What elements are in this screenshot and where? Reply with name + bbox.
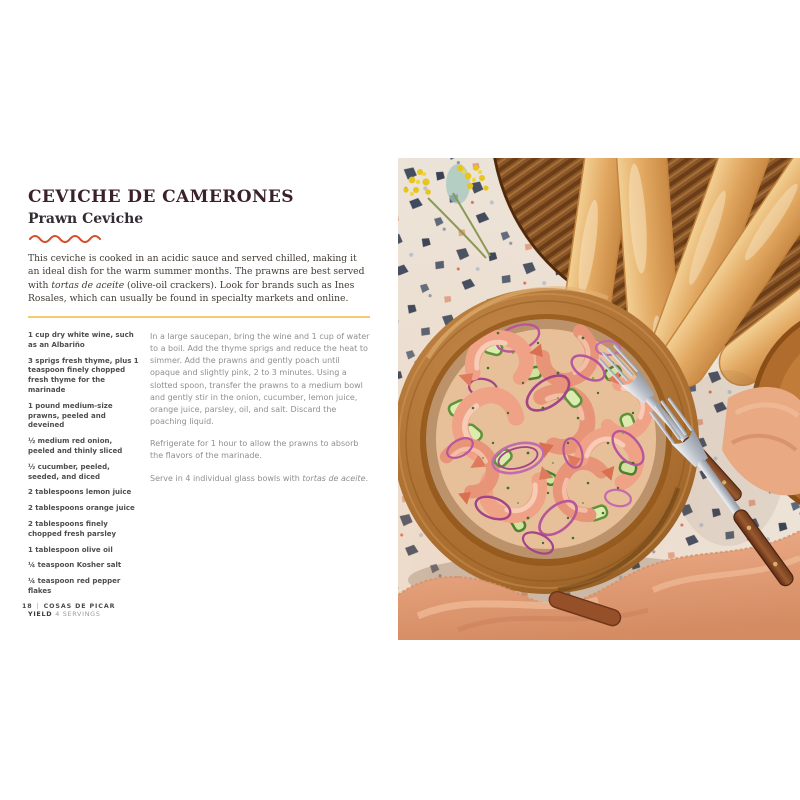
serve-text-end: . <box>365 473 369 483</box>
ingredient-item: ½ medium red onion, peeled and thinly sliced <box>28 437 123 455</box>
instruction-paragraph <box>150 473 370 485</box>
recipe-title: CEVICHE DE CAMERONES <box>28 187 294 207</box>
yield-line <box>28 610 140 618</box>
intro-text-end: (olive-oil crackers). Look for brands such as Ines Rosales, which can usually be found in specialty markets and online. <box>28 279 355 304</box>
serve-text: Serve in 4 individual glass bowls with <box>150 473 303 483</box>
ingredient-item: 2 tablespoons orange juice <box>28 504 135 513</box>
page-number: 18 <box>22 603 33 610</box>
yield-value: 4 SERVINGS <box>55 609 101 618</box>
intro-text: This ceviche is cooked in an acidic sauce and served chilled, making it an ideal dish for the warm summer months. The prawns are best served with <box>28 253 365 291</box>
squiggle-divider-icon <box>28 233 108 243</box>
recipe-intro <box>28 252 370 305</box>
serve-italic-term: tortas de aceite <box>302 473 366 483</box>
footer-separator: | <box>36 603 40 610</box>
page-footer <box>22 603 115 610</box>
ingredient-item: 1 tablespoon olive oil <box>28 545 113 554</box>
ingredient-item: ¼ teaspoon red pepper flakes <box>28 577 121 595</box>
chapter-name: COSAS DE PICAR <box>43 603 116 610</box>
ingredient-item: ½ cucumber, peeled, seeded, and diced <box>28 462 110 481</box>
recipe-photo <box>398 158 800 640</box>
yield-label: YIELD <box>28 609 53 618</box>
ingredient-item: 1 pound medium-size prawns, peeled and deveined <box>28 401 113 430</box>
recipe-subtitle: Prawn Ceviche <box>28 211 144 227</box>
ingredient-item: ¼ teaspoon Kosher salt <box>28 561 122 570</box>
recipe-page <box>28 187 370 618</box>
instruction-paragraph: Refrigerate for 1 hour to allow the prawns to absorb the flavors of the marinade. <box>150 439 359 461</box>
ingredient-item: 2 tablespoons lemon juice <box>28 488 132 497</box>
ingredient-item: 1 cup dry white wine, such as an Albariño <box>28 331 134 349</box>
instructions <box>150 331 370 618</box>
ingredient-item: 2 tablespoons finely chopped fresh parsley <box>28 519 117 538</box>
ingredients-list <box>28 331 140 618</box>
gold-divider <box>28 316 370 318</box>
instruction-paragraph: In a large saucepan, bring the wine and 1 cup of water to a boil. Add the thyme sprigs and reduce the heat to simmer. Add the prawns and gently poach until opaque and slightly pink, 2 to 3 minutes. Using a slotted spoon, transfer the prawns to a medium bowl and gently stir in the onion, cucumber, lemon juice, orange juice, parsley, oil, and salt. Discard the poaching liquid. <box>150 332 370 427</box>
intro-italic-term: tortas de aceite <box>51 279 125 291</box>
ceviche-contents <box>426 319 666 559</box>
ingredient-item: 3 sprigs fresh thyme, plus 1 teaspoon finely chopped fresh thyme for the marinade <box>28 356 139 394</box>
